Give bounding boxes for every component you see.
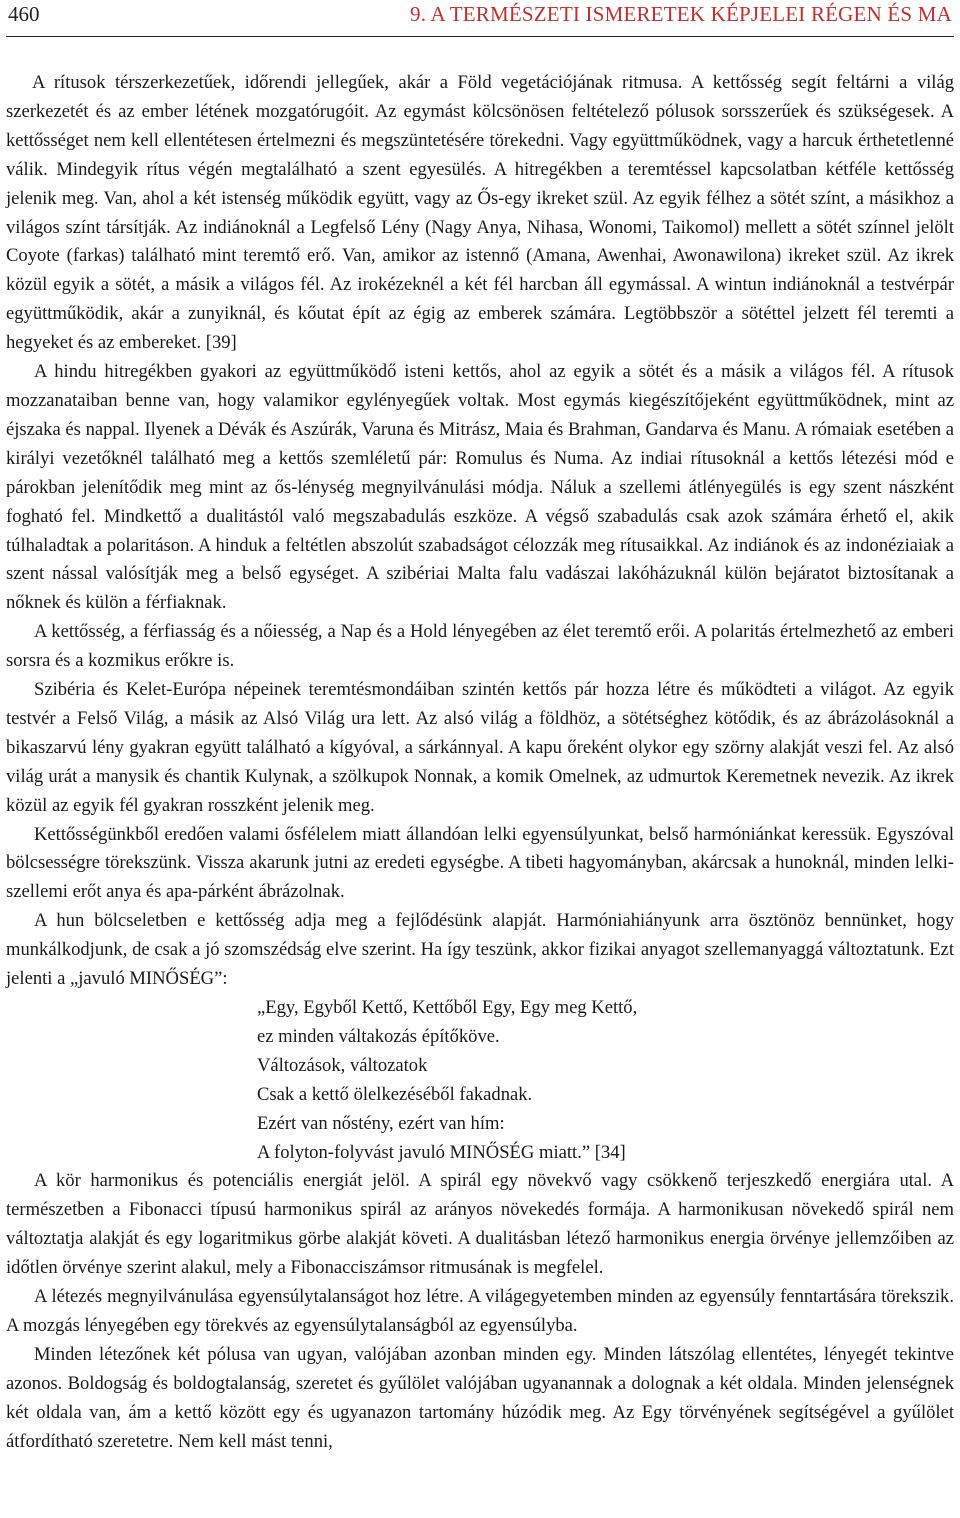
poem-quote xyxy=(257,994,954,1167)
paragraph: A hindu hitregékben gyakori az együttműködő isteni kettős, ahol az egyik a sötét és a másik a világos fél. A rítusok mozzanataiban benne van, hogy valamikor egylényegűek voltak. Most egymás kiegészítőjeként együttműködnek, mint az éjszaka és nappal. Ilyenek a Dévák és Aszúrák, Varuna és Mitrász, Maia és Brahman, Gandarva és Manu. A rómaiak esetében a királyi vezetőknél található meg a kettős szemléletű pár: Romulus és Numa. Az indiai rítusoknál a kettős létezési mód e párokban jelenítődik meg mint az ős-lénység megnyilvánulási módja. Náluk a szellemi átlényegülés is egy szent nászként fogható fel. Mindkettő a dualitástól való megszabadulás eszköze. A végső szabadulás csak azok számára érhető el, akik túlhaladtak a polaritáson. A hinduk a feltétlen abszolút szabadságot célozzák meg rítusaikkal. Az indiánok és az indonéziaiak a szent nással valósítják meg a belső egységet. A szibériai Malta falu vadászai lakóházuknál külön bejáratot biztosítanak a nőknek és külön a férfiaknak. xyxy=(6,361,954,614)
paragraph: Szibéria és Kelet-Európa népeinek teremtésmondáiban szintén kettős pár hozza létre és működteti a világot. Az egyik testvér a Felső Világ, a másik az Alsó Világ ura lett. Az alsó világ a földhöz, a sötétséghez kötődik, és az ábrázolásoknál a bikaszarvú lény gyakran együtt található a kígyóval, a sárkánnyal. A kapu őreként olykor egy szörny alakját veszi fel. Az alsó világ urát a manysik és chantik Kulynak, a szölkupok Nonnak, a komik Omelnek, az udmurtok Keremetnek nevezik. Az ikrek közül az egyik fél gyakran rosszként jelenik meg. xyxy=(6,679,954,816)
paragraph: Kettősségünkből eredően valami ősfélelem miatt állandóan lelki egyensúlyunkat, belső harmóniánkat keressük. Egyszóval bölcsességre törekszünk. Vissza akarunk jutni az eredeti egységbe. A tibeti hagyományban, akárcsak a hunoknál, minden lelki-szellemi erőt anya és apa-párként ábrázolnak. xyxy=(6,823,954,903)
poem-line: ez minden váltakozás építőköve. xyxy=(257,1025,500,1047)
body-text xyxy=(6,43,954,1457)
paragraph: A kör harmonikus és potenciális energiát jelöl. A spirál egy növekvő vagy csökkenő terjeszkedő energiára utal. A természetben a Fibonacci típusú harmonikus spirál az arányos növekedés formája. A harmonikusan növekedő spirál nem változtatja alakját és egy logaritmikus görbe alakját követi. A dualitásban létező harmonikus energia örvénye jellemzőiben az időtlen örvénye szerint alakul, mely a Fibonacciszámsor ritmusának is megfelel. xyxy=(6,1170,954,1279)
running-head: 9. A TERMÉSZETI ISMERETEK KÉPJELEI RÉGEN ÉS MA xyxy=(410,2,952,26)
poem-line: Csak a kettő ölelkezéséből fakadnak. xyxy=(257,1083,533,1105)
paragraph: A létezés megnyilvánulása egyensúlytalanságot hoz létre. A világegyetemben minden az egyensúly fenntartására törekszik. A mozgás lényegében egy törekvés az egyensúlytalanságból az egyensúlyba. xyxy=(6,1286,954,1336)
poem-line: „Egy, Egyből Kettő, Kettőből Egy, Egy meg Kettő, xyxy=(257,997,638,1018)
paragraph: A rítusok térszerkezetűek, időrendi jellegűek, akár a Föld vegetációjának ritmusa. A kettősség segít feltárni a világ szerkezetét és az ember létének mozgatórugóit. Az egymást kölcsönösen feltételező pólusok sorsszerűek és szükségesek. A kettősséget nem kell ellentétesen értelmezni és megszüntetésére törekedni. Vagy együttműködnek, vagy a harcuk érthetetlenné válik. Mindegyik rítus végén megtalálható a szent egyesülés. A hitregékben a teremtéssel kapcsolatban kétféle kettősség jelenik meg. Van, ahol a két istenség működik együtt, vagy az Ős-egy ikreket szül. Az egyik félhez a sötét színt, a másikhoz a világos színt társítják. Az indiánoknál a Legfelső Lény (Nagy Anya, Nihasa, Wonomi, Taikomol) mellett a sötét színnel jelölt Coyote (farkas) található mint teremtő erő. Van, amikor az istennő (Amana, Awenhai, Awonawilona) ikreket szül. Az ikrek közül egyik a sötét, a másik a világos fél. Az irokézeknél a két fél harcban áll egymással. A wintun indiánoknál a testvérpár együttműködik, akár a zunyiknál, és kőutat épít az égig az emberek számára. Legtöbbször a sötéttel jelzett fél teremti a hegyeket és az embereket. [39] xyxy=(6,72,954,354)
poem-line: Ezért van nőstény, ezért van hím: xyxy=(257,1112,505,1134)
poem-line: Változások, változatok xyxy=(257,1054,428,1076)
paragraph: A hun bölcseletben e kettősség adja meg a fejlődésünk alapját. Harmóniahiányunk arra ösztönöz bennünket, hogy munkálkodjunk, de csak a jó szomszédság elve szerint. Ha így teszünk, akkor fizikai anyagot szellemanyaggá változtatunk. Ezt jelenti a „javuló MINŐSÉG”: xyxy=(6,910,954,990)
paragraph: A kettősség, a férfiasság és a nőiesség, a Nap és a Hold lényegében az élet teremtő erői. A polaritás értelmezhető az emberi sorsra és a kozmikus erőkre is. xyxy=(6,621,954,672)
page-header xyxy=(6,0,954,37)
paragraph: Minden létezőnek két pólusa van ugyan, valójában azonban minden egy. Minden látszólag ellentétes, lényegét tekintve azonos. Boldogság és boldogtalanság, szeretet és gyűlölet valójában ugyanannak a dolognak a két oldala. Minden jelenségnek két oldala van, ám a kettő között egy és ugyanazon tartomány húzódik meg. Az Egy törvényének segítségével a gyűlölet átfordítható szeretetre. Nem kell mást tenni, xyxy=(6,1343,954,1452)
page-number: 460 xyxy=(8,2,40,26)
poem-line: A folyton-folyvást javuló MINŐSÉG miatt.” [34] xyxy=(257,1141,626,1163)
